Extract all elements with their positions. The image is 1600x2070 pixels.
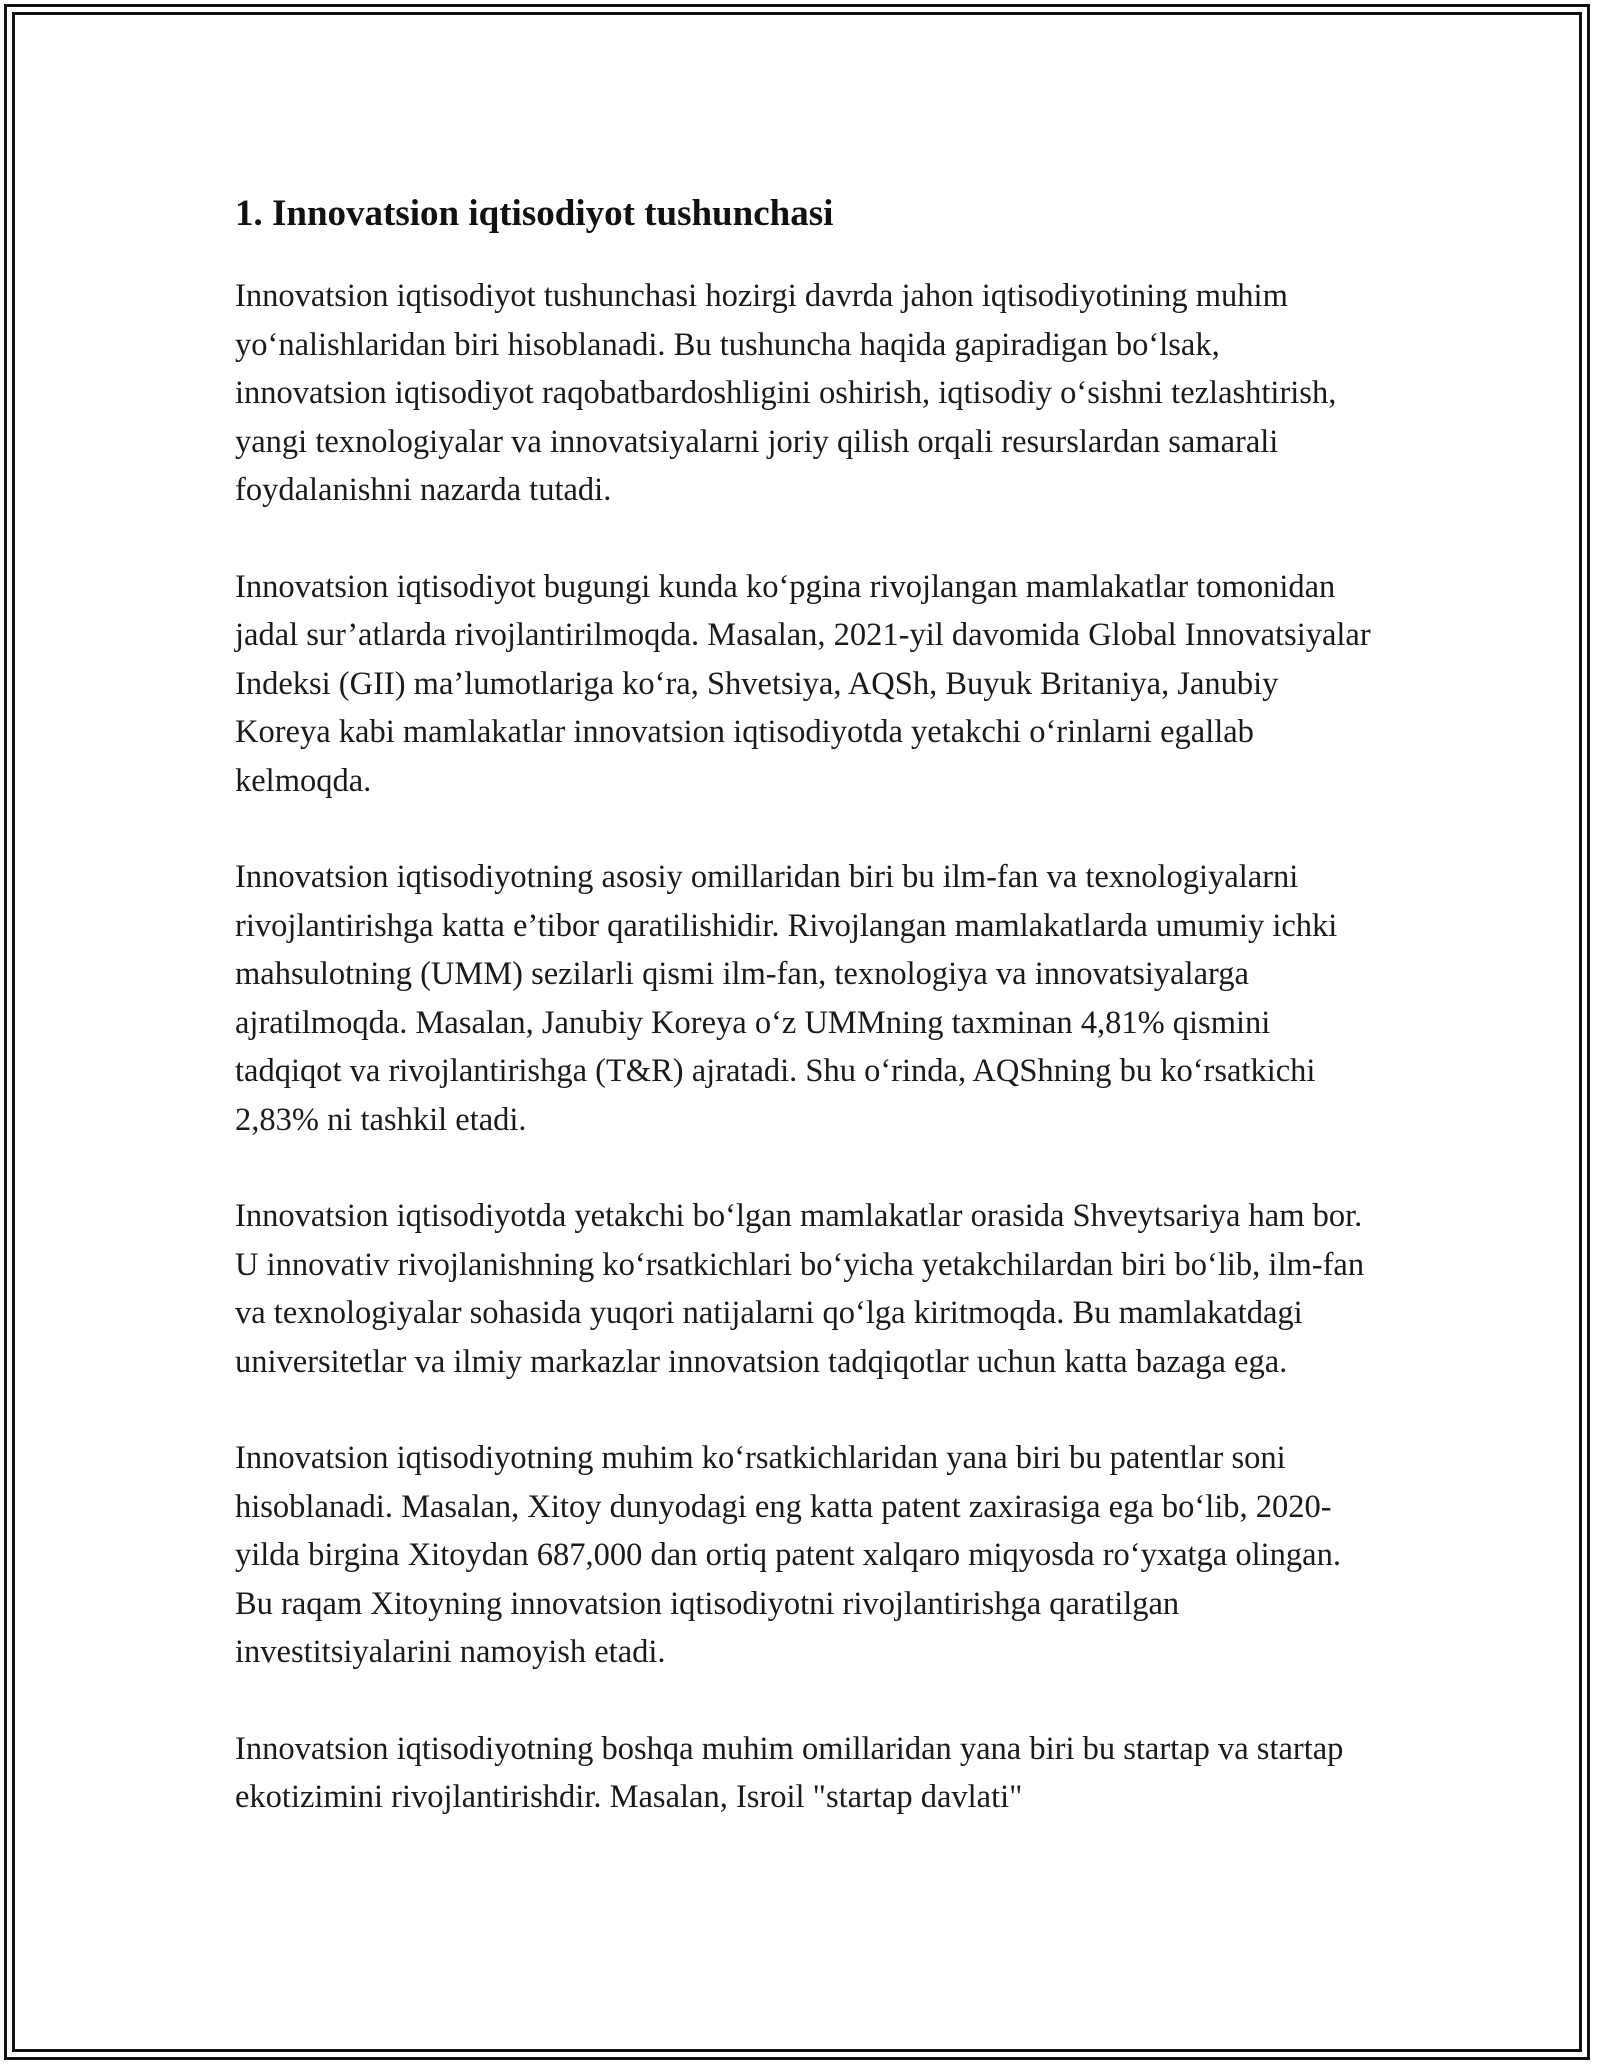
paragraph-3: Innovatsion iqtisodiyotning asosiy omillaridan biri bu ilm-fan va texnologiyalarni rivojlantirishga katta e’tibor qaratilishidir. Rivojlangan mamlakatlarda umumiy ichki mahsulotning (UMM) sezilarli qismi ilm-fan, texnologiya va innovatsiyalarga ajratilmoqda. Masalan, Janubiy Koreya o‘z UMMning taxminan 4,81% qismini tadqiqot va rivojlantirishga (T&R) ajratadi. Shu o‘rinda, AQShning bu ko‘rsatkichi 2,83% ni tashkil etadi. (235, 859, 1338, 1138)
section-heading: 1. Innovatsion iqtisodiyot tushunchasi (235, 193, 834, 234)
paragraph-5: Innovatsion iqtisodiyotning muhim ko‘rsatkichlaridan yana biri bu patentlar soni hisoblanadi. Masalan, Xitoy dunyodagi eng katta patent zaxirasiga ega bo‘lib, 2020-yilda birgina Xitoydan 687,000 dan ortiq patent xalqaro miqyosda ro‘yxatga olingan. Bu raqam Xitoyning innovatsion iqtisodiyotni rivojlantirishga qaratilgan investitsiyalarini namoyish etadi. (235, 1440, 1341, 1670)
document-body (235, 186, 1375, 1870)
paragraph-4: Innovatsion iqtisodiyotda yetakchi bo‘lgan mamlakatlar orasida Shveytsariya ham bor. U innovativ rivojlanishning ko‘rsatkichlari bo‘yicha yetakchilardan biri bo‘lib, ilm-fan va texnologiyalar sohasida yuqori natijalarni qo‘lga kiritmoqda. Bu mamlakatdagi universitetlar va ilmiy markazlar innovatsion tadqiqotlar uchun katta bazaga ega. (235, 1198, 1365, 1380)
paragraph-2: Innovatsion iqtisodiyot bugungi kunda ko‘pgina rivojlangan mamlakatlar tomonidan jadal sur’atlarda rivojlantirilmoqda. Masalan, 2021-yil davomida Global Innovatsiyalar Indeksi (GII) ma’lumotlariga ko‘ra, Shvetsiya, AQSh, Buyuk Britaniya, Janubiy Koreya kabi mamlakatlar innovatsion iqtisodiyotda yetakchi o‘rinlarni egallab kelmoqda. (235, 568, 1371, 799)
paragraph-6: Innovatsion iqtisodiyotning boshqa muhim omillaridan yana biri bu startap va startap ekotizimini rivojlantirishdir. Masalan, Isroil "startap davlati" (235, 1730, 1344, 1815)
paragraph-1: Innovatsion iqtisodiyot tushunchasi hozirgi davrda jahon iqtisodiyotining muhim yo‘nalishlaridan biri hisoblanadi. Bu tushuncha haqida gapiradigan bo‘lsak, innovatsion iqtisodiyot raqobatbardoshligini oshirish, iqtisodiy o‘sishni tezlashtirish, yangi texnologiyalar va innovatsiyalarni joriy qilish orqali resurslardan samarali foydalanishni nazarda tutadi. (235, 278, 1337, 508)
